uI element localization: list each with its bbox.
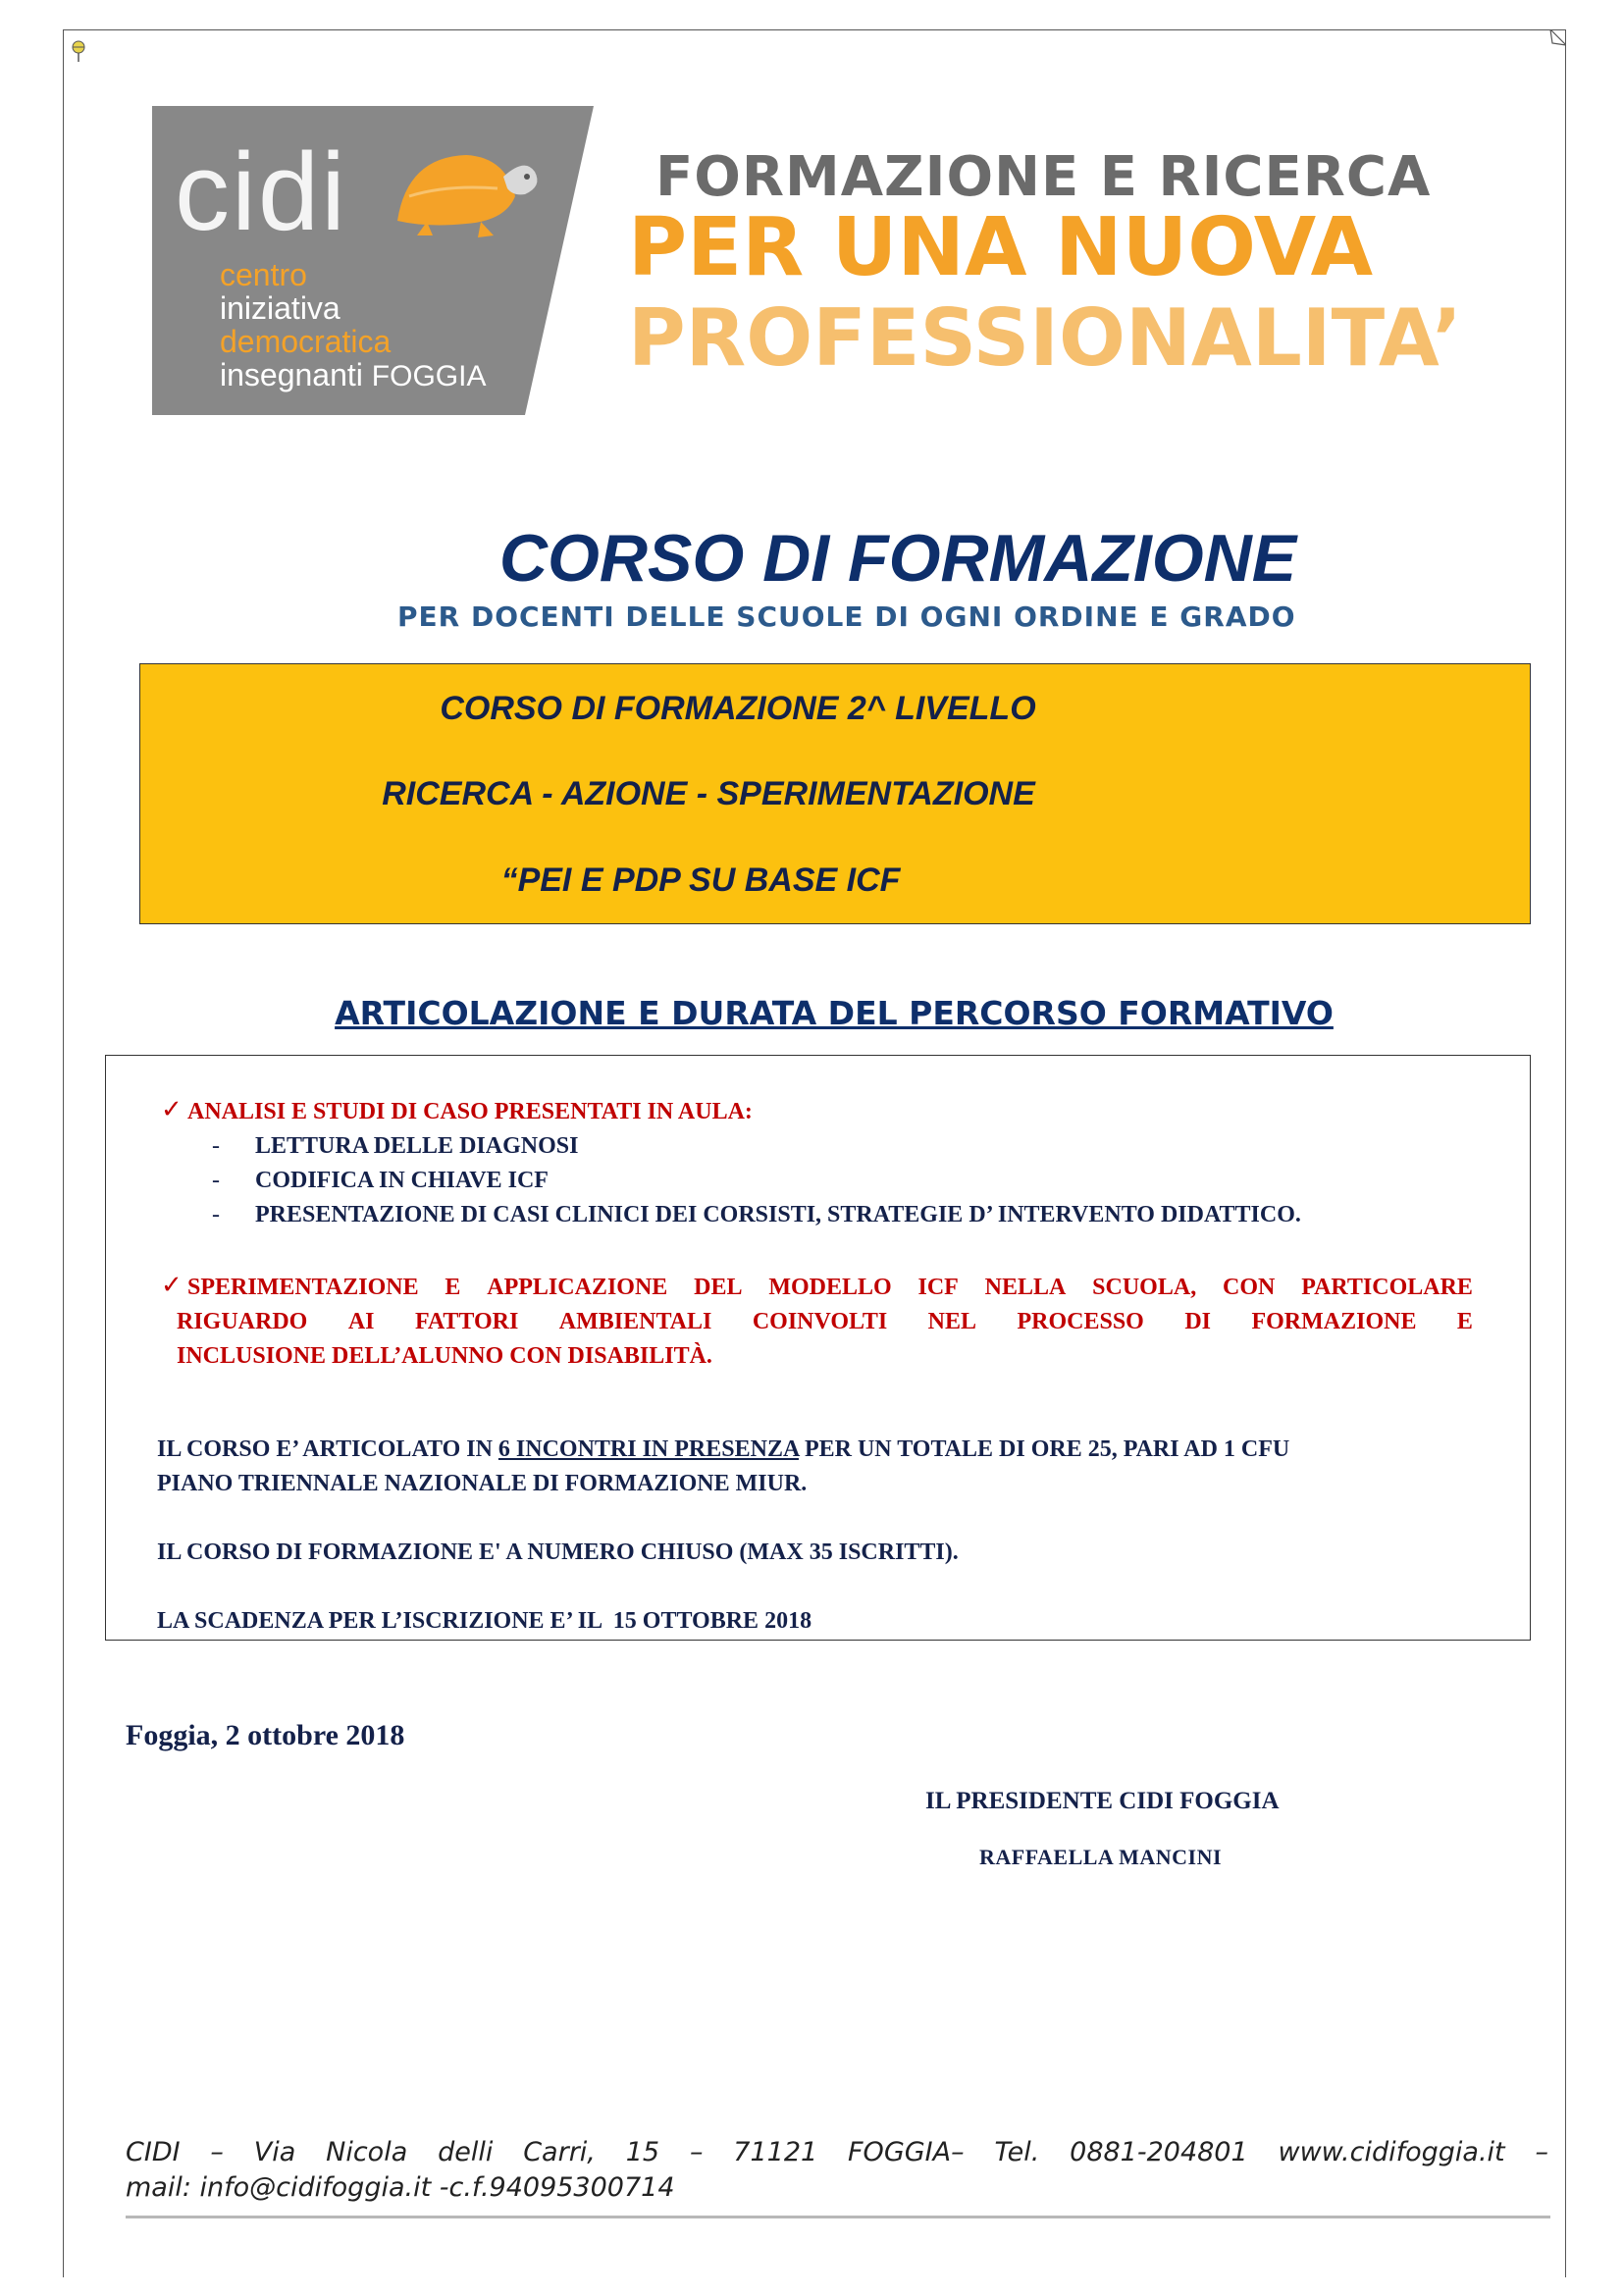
footer-word: Nicola	[326, 2137, 408, 2167]
item-1-sub-1: LETTURA DELLE DIAGNOSI	[255, 1133, 579, 1159]
footer-divider	[126, 2216, 1550, 2218]
course-title: CORSO DI FORMAZIONE	[498, 521, 1297, 596]
item-2-line-1	[187, 1275, 1473, 1301]
dash-icon: -	[212, 1202, 220, 1227]
item-2-word: APPLICAZIONE	[487, 1275, 668, 1300]
highlight-line-level: CORSO DI FORMAZIONE 2^ LIVELLO	[440, 690, 1036, 727]
item-2-word: NELLA	[984, 1275, 1067, 1300]
footer-contacts	[126, 2135, 1548, 2206]
info-text: IL CORSO E’ ARTICOLATO IN	[157, 1436, 493, 1462]
item-2-word: RIGUARDO	[177, 1309, 308, 1334]
logo-line-centro: centro	[220, 257, 307, 292]
course-subtitle: PER DOCENTI DELLE SCUOLE DI OGNI ORDINE E GRADO	[397, 600, 1296, 633]
item-2-word: DEL	[694, 1275, 743, 1300]
banner-line-3: PROFESSIONALITA’	[628, 292, 1462, 384]
item-2-word: COINVOLTI	[752, 1309, 888, 1334]
dash-icon: -	[212, 1168, 220, 1193]
info-paragraph-2: IL CORSO DI FORMAZIONE E' A NUMERO CHIUSO (MAX 35 ISCRITTI).	[157, 1539, 959, 1565]
info-paragraph-1-line-2: PIANO TRIENNALE NAZIONALE DI FORMAZIONE MIUR.	[157, 1471, 808, 1496]
logo-tagline	[220, 258, 486, 393]
item-2-word: DI	[1184, 1309, 1211, 1334]
banner-line-2: PER UNA NUOVA	[628, 201, 1374, 294]
info-paragraph-3: LA SCADENZA PER L’ISCRIZIONE E’ IL 15 OTTOBRE 2018	[157, 1608, 812, 1634]
checkmark-icon: ✓	[161, 1271, 183, 1299]
info-underlined-text: 6 INCONTRI IN PRESENZA	[497, 1436, 799, 1462]
footer-word: –	[689, 2137, 704, 2167]
footer-word: FOGGIA–	[848, 2137, 965, 2167]
footer-word: Carri,	[523, 2137, 596, 2167]
footer-word: –	[210, 2137, 224, 2167]
section-title: ARTICOLAZIONE E DURATA DEL PERCORSO FORMATIVO	[335, 994, 1334, 1032]
dash-icon: -	[212, 1133, 220, 1159]
logo-city: FOGGIA	[371, 360, 487, 392]
page-corner-fold-icon	[1531, 29, 1566, 65]
item-2-word: AMBIENTALI	[558, 1309, 712, 1334]
footer-word: 0881-204801	[1070, 2137, 1248, 2167]
logo-line-insegnanti: insegnanti	[220, 357, 363, 392]
item-2-line-3: INCLUSIONE DELL’ALUNNO CON DISABILITÀ.	[177, 1343, 712, 1369]
item-2-line-2	[177, 1309, 1473, 1335]
info-paragraph-1	[157, 1436, 1289, 1463]
footer-word: Via	[253, 2137, 296, 2167]
footer-line-2: mail: info@cidifoggia.it -c.f.94095300714	[126, 2172, 675, 2203]
footer-word: Tel.	[994, 2137, 1040, 2167]
footer-website-link[interactable]: www.cidifoggia.it	[1278, 2137, 1505, 2167]
item-2-word: FATTORI	[414, 1309, 519, 1334]
item-1-sub-3: PRESENTAZIONE DI CASI CLINICI DEI CORSISTI, STRATEGIE D’ INTERVENTO DIDATTICO.	[255, 1202, 1301, 1227]
pushpin-icon	[69, 39, 88, 63]
item-2-word: CON	[1223, 1275, 1276, 1300]
item-2-word: E	[445, 1275, 461, 1300]
logo-brand-text: cidi	[175, 130, 348, 253]
item-1-sub-2: CODIFICA IN CHIAVE ICF	[255, 1168, 549, 1193]
highlight-box	[139, 663, 1531, 924]
item-2-word: SCUOLA,	[1092, 1275, 1197, 1300]
item-2-word: PROCESSO	[1017, 1309, 1144, 1334]
item-2-word: MODELLO	[768, 1275, 892, 1300]
turtle-icon	[388, 137, 545, 245]
signatory-name: RAFFAELLA MANCINI	[979, 1845, 1223, 1869]
logo-line-iniziativa: iniziativa	[220, 290, 340, 326]
footer-line-1	[126, 2135, 1548, 2170]
footer-word: CIDI	[126, 2137, 181, 2167]
highlight-line-topic: “PEI E PDP SU BASE ICF	[500, 861, 901, 899]
footer-word: 71121	[733, 2137, 818, 2167]
item-2-word: E	[1456, 1309, 1473, 1334]
highlight-line-method: RICERCA - AZIONE - SPERIMENTAZIONE	[382, 775, 1035, 812]
item-2-word: SPERIMENTAZIONE	[187, 1275, 419, 1300]
signatory-role: IL PRESIDENTE CIDI FOGGIA	[925, 1788, 1280, 1814]
logo-line-democratica: democratica	[220, 324, 392, 359]
program-box	[105, 1055, 1531, 1641]
footer-word: –	[1535, 2137, 1548, 2167]
item-2-word: ICF	[917, 1275, 959, 1300]
document-date: Foggia, 2 ottobre 2018	[126, 1719, 405, 1751]
item-2-word: PARTICOLARE	[1301, 1275, 1473, 1300]
item-2-word: NEL	[927, 1309, 976, 1334]
footer-word: delli	[438, 2137, 494, 2167]
item-2-word: AI	[347, 1309, 375, 1334]
item-2-word: FORMAZIONE	[1251, 1309, 1417, 1334]
footer-word: 15	[625, 2137, 660, 2167]
info-text: PER UN TOTALE DI ORE 25, PARI AD 1 CFU	[804, 1436, 1290, 1462]
checkmark-icon: ✓	[161, 1095, 183, 1123]
item-1-heading: ANALISI E STUDI DI CASO PRESENTATI IN AULA:	[187, 1099, 753, 1124]
banner-line-1: FORMAZIONE E RICERCA	[655, 145, 1432, 209]
